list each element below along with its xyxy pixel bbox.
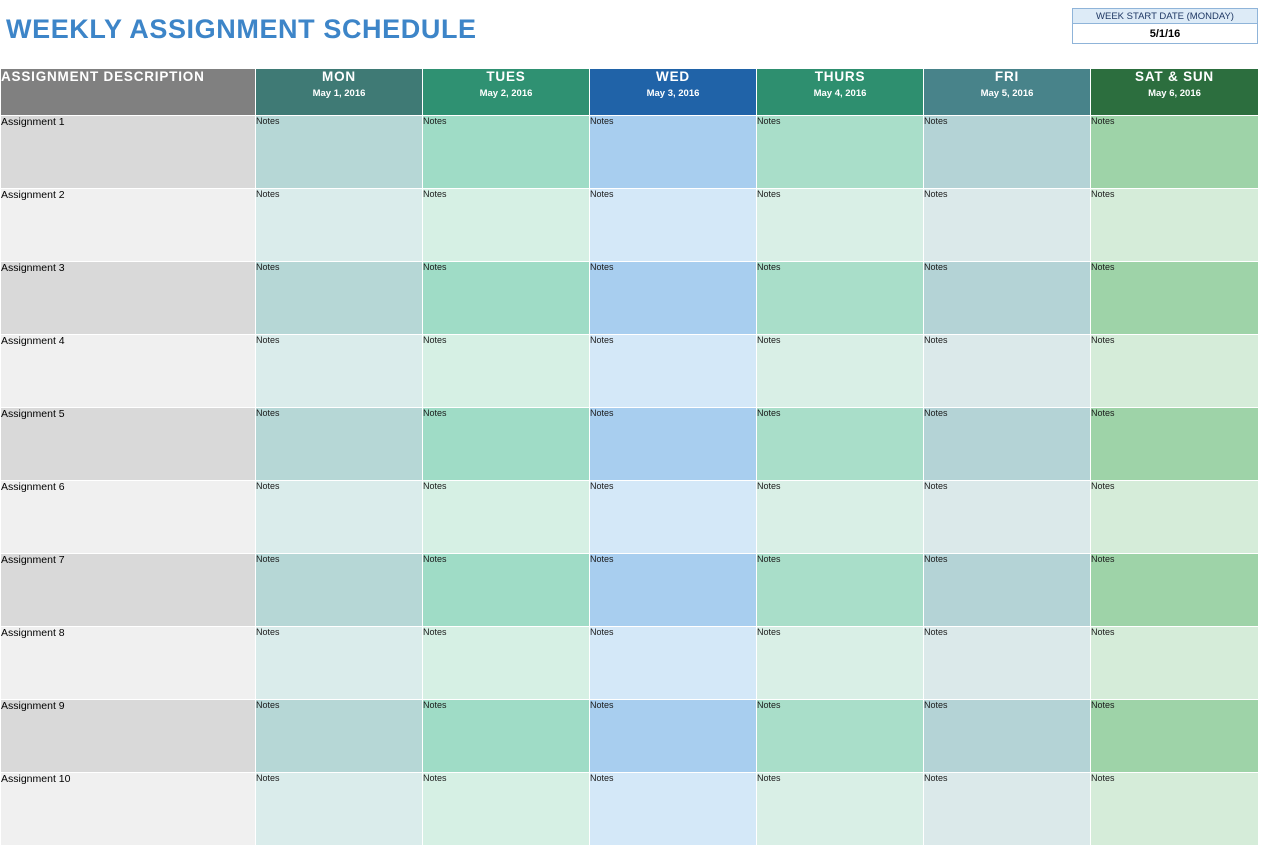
column-header-wed-day: WED: [656, 69, 690, 84]
note-cell-satsun[interactable]: Notes: [1091, 116, 1259, 189]
column-header-wed-date: May 3, 2016: [646, 88, 700, 99]
note-cell-fri[interactable]: Notes: [924, 335, 1091, 408]
row-description[interactable]: Assignment 7: [1, 554, 256, 627]
column-header-mon-date: May 1, 2016: [312, 88, 366, 99]
note-cell-satsun[interactable]: Notes: [1091, 700, 1259, 773]
note-cell-wed[interactable]: Notes: [590, 481, 757, 554]
note-cell-wed[interactable]: Notes: [590, 408, 757, 481]
note-cell-thurs[interactable]: Notes: [757, 189, 924, 262]
column-header-tues: [423, 69, 590, 116]
note-cell-thurs[interactable]: Notes: [757, 627, 924, 700]
note-cell-thurs[interactable]: Notes: [757, 335, 924, 408]
table-row: [1, 408, 1259, 481]
column-header-thurs-day: THURS: [814, 69, 866, 84]
note-cell-thurs[interactable]: Notes: [757, 700, 924, 773]
note-cell-mon[interactable]: Notes: [256, 481, 423, 554]
note-cell-tues[interactable]: Notes: [423, 481, 590, 554]
row-description[interactable]: Assignment 8: [1, 627, 256, 700]
column-header-description: ASSIGNMENT DESCRIPTION: [1, 69, 256, 116]
column-header-mon: [256, 69, 423, 116]
table-row: [1, 335, 1259, 408]
row-description[interactable]: Assignment 2: [1, 189, 256, 262]
note-cell-fri[interactable]: Notes: [924, 481, 1091, 554]
note-cell-tues[interactable]: Notes: [423, 335, 590, 408]
note-cell-wed[interactable]: Notes: [590, 116, 757, 189]
note-cell-fri[interactable]: Notes: [924, 408, 1091, 481]
note-cell-fri[interactable]: Notes: [924, 554, 1091, 627]
table-row: [1, 116, 1259, 189]
schedule-table: [0, 68, 1259, 846]
note-cell-tues[interactable]: Notes: [423, 554, 590, 627]
title-bar: [0, 0, 1262, 68]
note-cell-satsun[interactable]: Notes: [1091, 773, 1259, 846]
note-cell-mon[interactable]: Notes: [256, 262, 423, 335]
note-cell-tues[interactable]: Notes: [423, 773, 590, 846]
note-cell-tues[interactable]: Notes: [423, 262, 590, 335]
note-cell-thurs[interactable]: Notes: [757, 408, 924, 481]
note-cell-fri[interactable]: Notes: [924, 189, 1091, 262]
row-description[interactable]: Assignment 3: [1, 262, 256, 335]
row-description[interactable]: Assignment 4: [1, 335, 256, 408]
note-cell-thurs[interactable]: Notes: [757, 116, 924, 189]
note-cell-thurs[interactable]: Notes: [757, 773, 924, 846]
note-cell-satsun[interactable]: Notes: [1091, 627, 1259, 700]
note-cell-mon[interactable]: Notes: [256, 554, 423, 627]
column-header-tues-day: TUES: [486, 69, 526, 84]
note-cell-tues[interactable]: Notes: [423, 627, 590, 700]
note-cell-wed[interactable]: Notes: [590, 700, 757, 773]
note-cell-tues[interactable]: Notes: [423, 408, 590, 481]
column-header-fri: [924, 69, 1091, 116]
column-header-satsun: [1091, 69, 1259, 116]
row-description[interactable]: Assignment 6: [1, 481, 256, 554]
note-cell-fri[interactable]: Notes: [924, 773, 1091, 846]
note-cell-mon[interactable]: Notes: [256, 408, 423, 481]
note-cell-mon[interactable]: Notes: [256, 189, 423, 262]
table-row: [1, 481, 1259, 554]
note-cell-wed[interactable]: Notes: [590, 554, 757, 627]
note-cell-fri[interactable]: Notes: [924, 262, 1091, 335]
note-cell-wed[interactable]: Notes: [590, 189, 757, 262]
note-cell-wed[interactable]: Notes: [590, 773, 757, 846]
table-header-row: [1, 69, 1259, 116]
row-description[interactable]: Assignment 9: [1, 700, 256, 773]
note-cell-mon[interactable]: Notes: [256, 700, 423, 773]
table-row: [1, 262, 1259, 335]
note-cell-thurs[interactable]: Notes: [757, 262, 924, 335]
note-cell-tues[interactable]: Notes: [423, 116, 590, 189]
week-start-value[interactable]: 5/1/16: [1072, 24, 1258, 44]
note-cell-satsun[interactable]: Notes: [1091, 189, 1259, 262]
column-header-tues-date: May 2, 2016: [479, 88, 533, 99]
table-row: [1, 627, 1259, 700]
note-cell-wed[interactable]: Notes: [590, 627, 757, 700]
note-cell-thurs[interactable]: Notes: [757, 481, 924, 554]
table-row: [1, 773, 1259, 846]
note-cell-mon[interactable]: Notes: [256, 335, 423, 408]
week-start-label: WEEK START DATE (MONDAY): [1072, 8, 1258, 24]
row-description[interactable]: Assignment 1: [1, 116, 256, 189]
column-header-thurs: [757, 69, 924, 116]
table-row: [1, 554, 1259, 627]
table-row: [1, 189, 1259, 262]
column-header-satsun-date: May 6, 2016: [1148, 88, 1201, 99]
note-cell-tues[interactable]: Notes: [423, 189, 590, 262]
note-cell-satsun[interactable]: Notes: [1091, 481, 1259, 554]
note-cell-satsun[interactable]: Notes: [1091, 554, 1259, 627]
note-cell-mon[interactable]: Notes: [256, 627, 423, 700]
column-header-fri-date: May 5, 2016: [980, 88, 1034, 99]
row-description[interactable]: Assignment 10: [1, 773, 256, 846]
week-start-box: [1072, 8, 1258, 44]
note-cell-fri[interactable]: Notes: [924, 700, 1091, 773]
note-cell-wed[interactable]: Notes: [590, 335, 757, 408]
column-header-thurs-date: May 4, 2016: [813, 88, 867, 99]
row-description[interactable]: Assignment 5: [1, 408, 256, 481]
column-header-fri-day: FRI: [994, 69, 1020, 84]
column-header-mon-day: MON: [322, 69, 356, 84]
note-cell-satsun[interactable]: Notes: [1091, 262, 1259, 335]
note-cell-tues[interactable]: Notes: [423, 700, 590, 773]
column-header-satsun-day: SAT & SUN: [1135, 69, 1214, 84]
table-row: [1, 700, 1259, 773]
note-cell-thurs[interactable]: Notes: [757, 554, 924, 627]
note-cell-satsun[interactable]: Notes: [1091, 335, 1259, 408]
note-cell-mon[interactable]: Notes: [256, 773, 423, 846]
note-cell-wed[interactable]: Notes: [590, 262, 757, 335]
note-cell-fri[interactable]: Notes: [924, 627, 1091, 700]
page-title: WEEKLY ASSIGNMENT SCHEDULE: [6, 14, 477, 44]
column-header-wed: [590, 69, 757, 116]
note-cell-fri[interactable]: Notes: [924, 116, 1091, 189]
note-cell-mon[interactable]: Notes: [256, 116, 423, 189]
note-cell-satsun[interactable]: Notes: [1091, 408, 1259, 481]
